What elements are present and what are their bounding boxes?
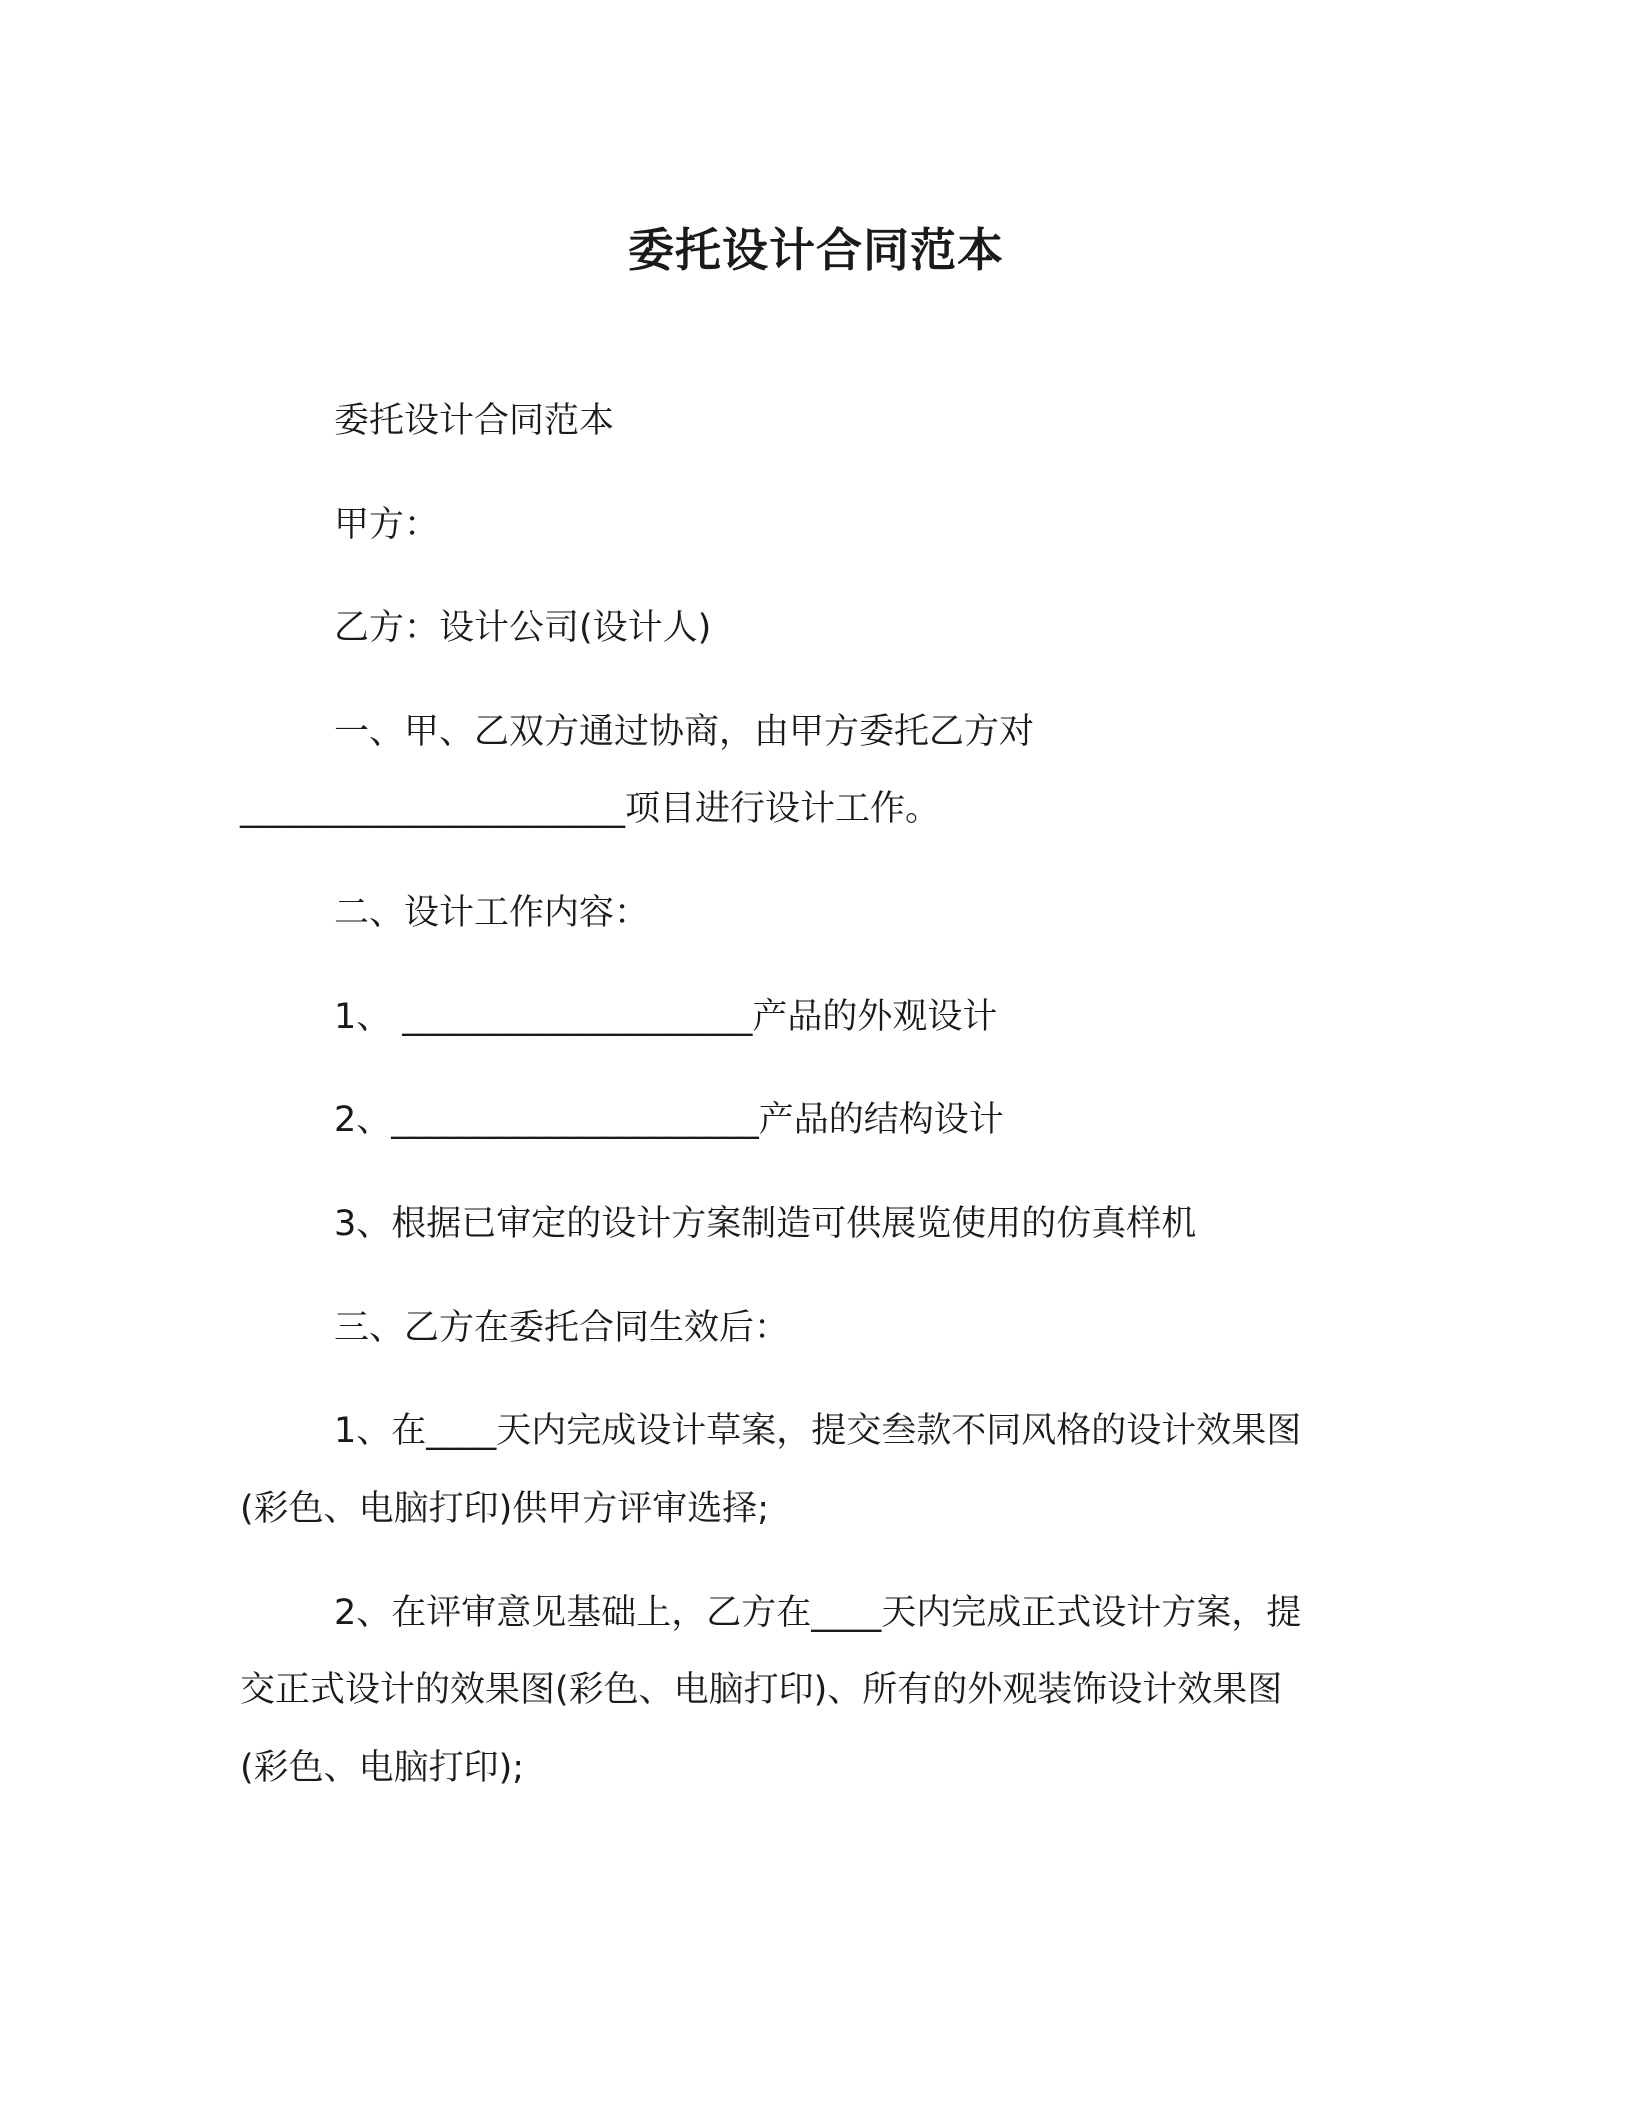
clause-1-line-2: ______________________项目进行设计工作。: [240, 789, 941, 829]
party-a-line: 甲方：: [334, 505, 440, 545]
clause-3-heading: 三、乙方在委托合同生效后：: [334, 1308, 790, 1348]
clause-3-item-1-line-2: (彩色、电脑打印)供甲方评审选择;: [240, 1489, 770, 1529]
clause-2-item-1: 1、 ____________________产品的外观设计: [334, 997, 998, 1037]
clause-3-item-1-line-1: 1、在____天内完成设计草案，提交叁款不同风格的设计效果图: [334, 1411, 1302, 1451]
document-title: 委托设计合同范本: [628, 223, 1004, 277]
subtitle-line: 委托设计合同范本: [334, 401, 615, 441]
clause-3-item-2-line-2: 交正式设计的效果图(彩色、电脑打印)、所有的外观装饰设计效果图: [240, 1670, 1283, 1710]
party-b-line: 乙方：设计公司(设计人): [334, 608, 712, 648]
clause-3-item-2-line-3: (彩色、电脑打印);: [240, 1748, 525, 1788]
clause-2-item-3: 3、根据已审定的设计方案制造可供展览使用的仿真样机: [334, 1204, 1197, 1244]
clause-2-heading: 二、设计工作内容：: [334, 893, 650, 933]
clause-1-line-1: 一、甲、乙双方通过协商，由甲方委托乙方对: [334, 712, 1035, 752]
clause-2-item-2: 2、_____________________产品的结构设计: [334, 1100, 1004, 1140]
clause-3-item-2-line-1: 2、在评审意见基础上，乙方在____天内完成正式设计方案，提: [334, 1593, 1302, 1633]
